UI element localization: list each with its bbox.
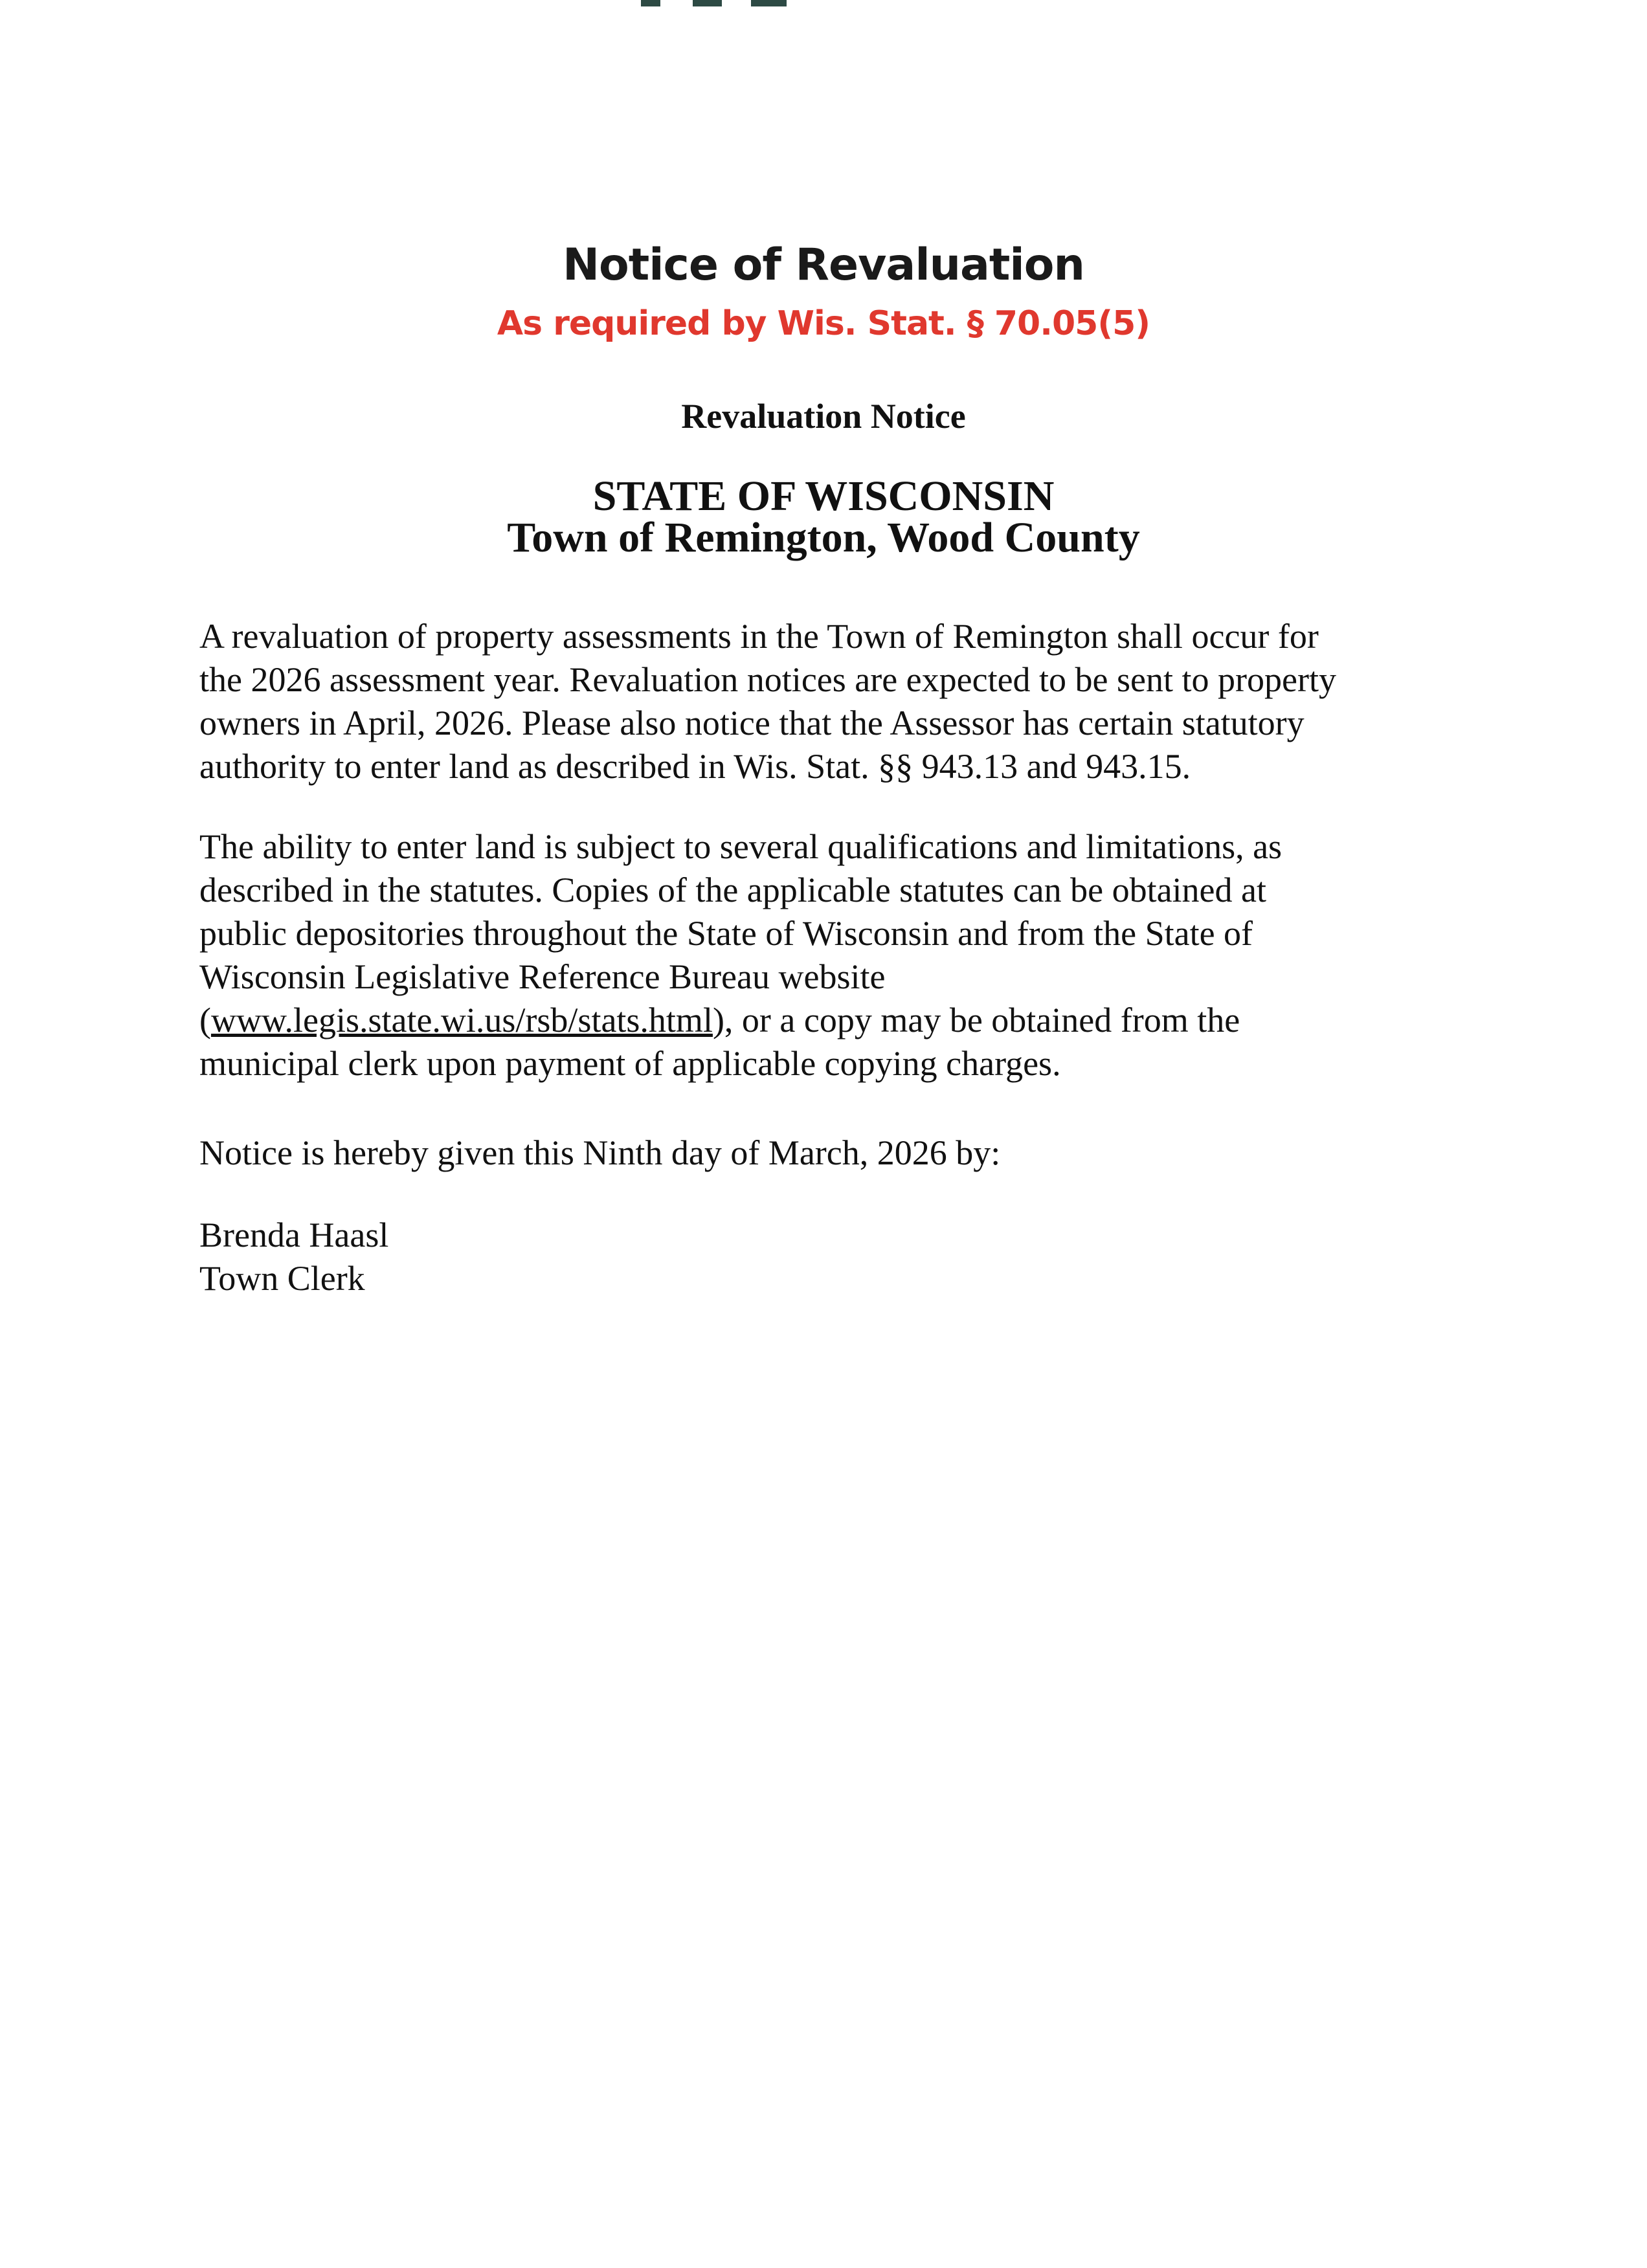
text-line: owners in April, 2026. Please also notice that the Assessor has certain statutory xyxy=(199,704,1305,742)
signer-title: Town Clerk xyxy=(199,1259,365,1298)
paren-open: ( xyxy=(199,1001,211,1040)
text-line: The ability to enter land is subject to several qualifications and limitations, as xyxy=(199,827,1283,866)
link-suffix: ), or a copy may be obtained from the xyxy=(712,1001,1240,1040)
paragraph-revaluation xyxy=(199,615,1336,788)
statutes-link[interactable]: www.legis.state.wi.us/rsb/stats.html xyxy=(210,1001,713,1040)
section-heading: Revaluation Notice xyxy=(681,397,966,436)
text-line xyxy=(199,999,1282,1042)
document-title: Notice of Revaluation xyxy=(563,239,1084,291)
municipality-name: Town of Remington, Wood County xyxy=(507,514,1140,561)
scan-mark xyxy=(693,0,722,6)
text-line: the 2026 assessment year. Revaluation notices are expected to be sent to property xyxy=(199,660,1336,699)
text-line: municipal clerk upon payment of applicable copying charges. xyxy=(199,1044,1061,1083)
state-name: STATE OF WISCONSIN xyxy=(592,472,1055,520)
jurisdiction-heading xyxy=(0,472,1647,561)
statute-subtitle: As required by Wis. Stat. § 70.05(5) xyxy=(497,304,1150,343)
text-line: authority to enter land as described in Wis. Stat. §§ 943.13 and 943.15. xyxy=(199,747,1191,786)
text-line: Wisconsin Legislative Reference Bureau website xyxy=(199,957,886,996)
scan-mark xyxy=(641,0,660,6)
signature-block xyxy=(199,1214,388,1300)
text-line: public depositories throughout the State of Wisconsin and from the State of xyxy=(199,914,1253,953)
text-line: A revaluation of property assessments in the Town of Remington shall occur for xyxy=(199,617,1319,656)
notice-given-line: Notice is hereby given this Ninth day of March, 2026 by: xyxy=(199,1133,1001,1172)
signer-name: Brenda Haasl xyxy=(199,1216,389,1254)
text-line: described in the statutes. Copies of the applicable statutes can be obtained at xyxy=(199,871,1266,909)
scan-mark xyxy=(751,0,787,6)
paragraph-entry-limitations xyxy=(199,825,1282,1085)
